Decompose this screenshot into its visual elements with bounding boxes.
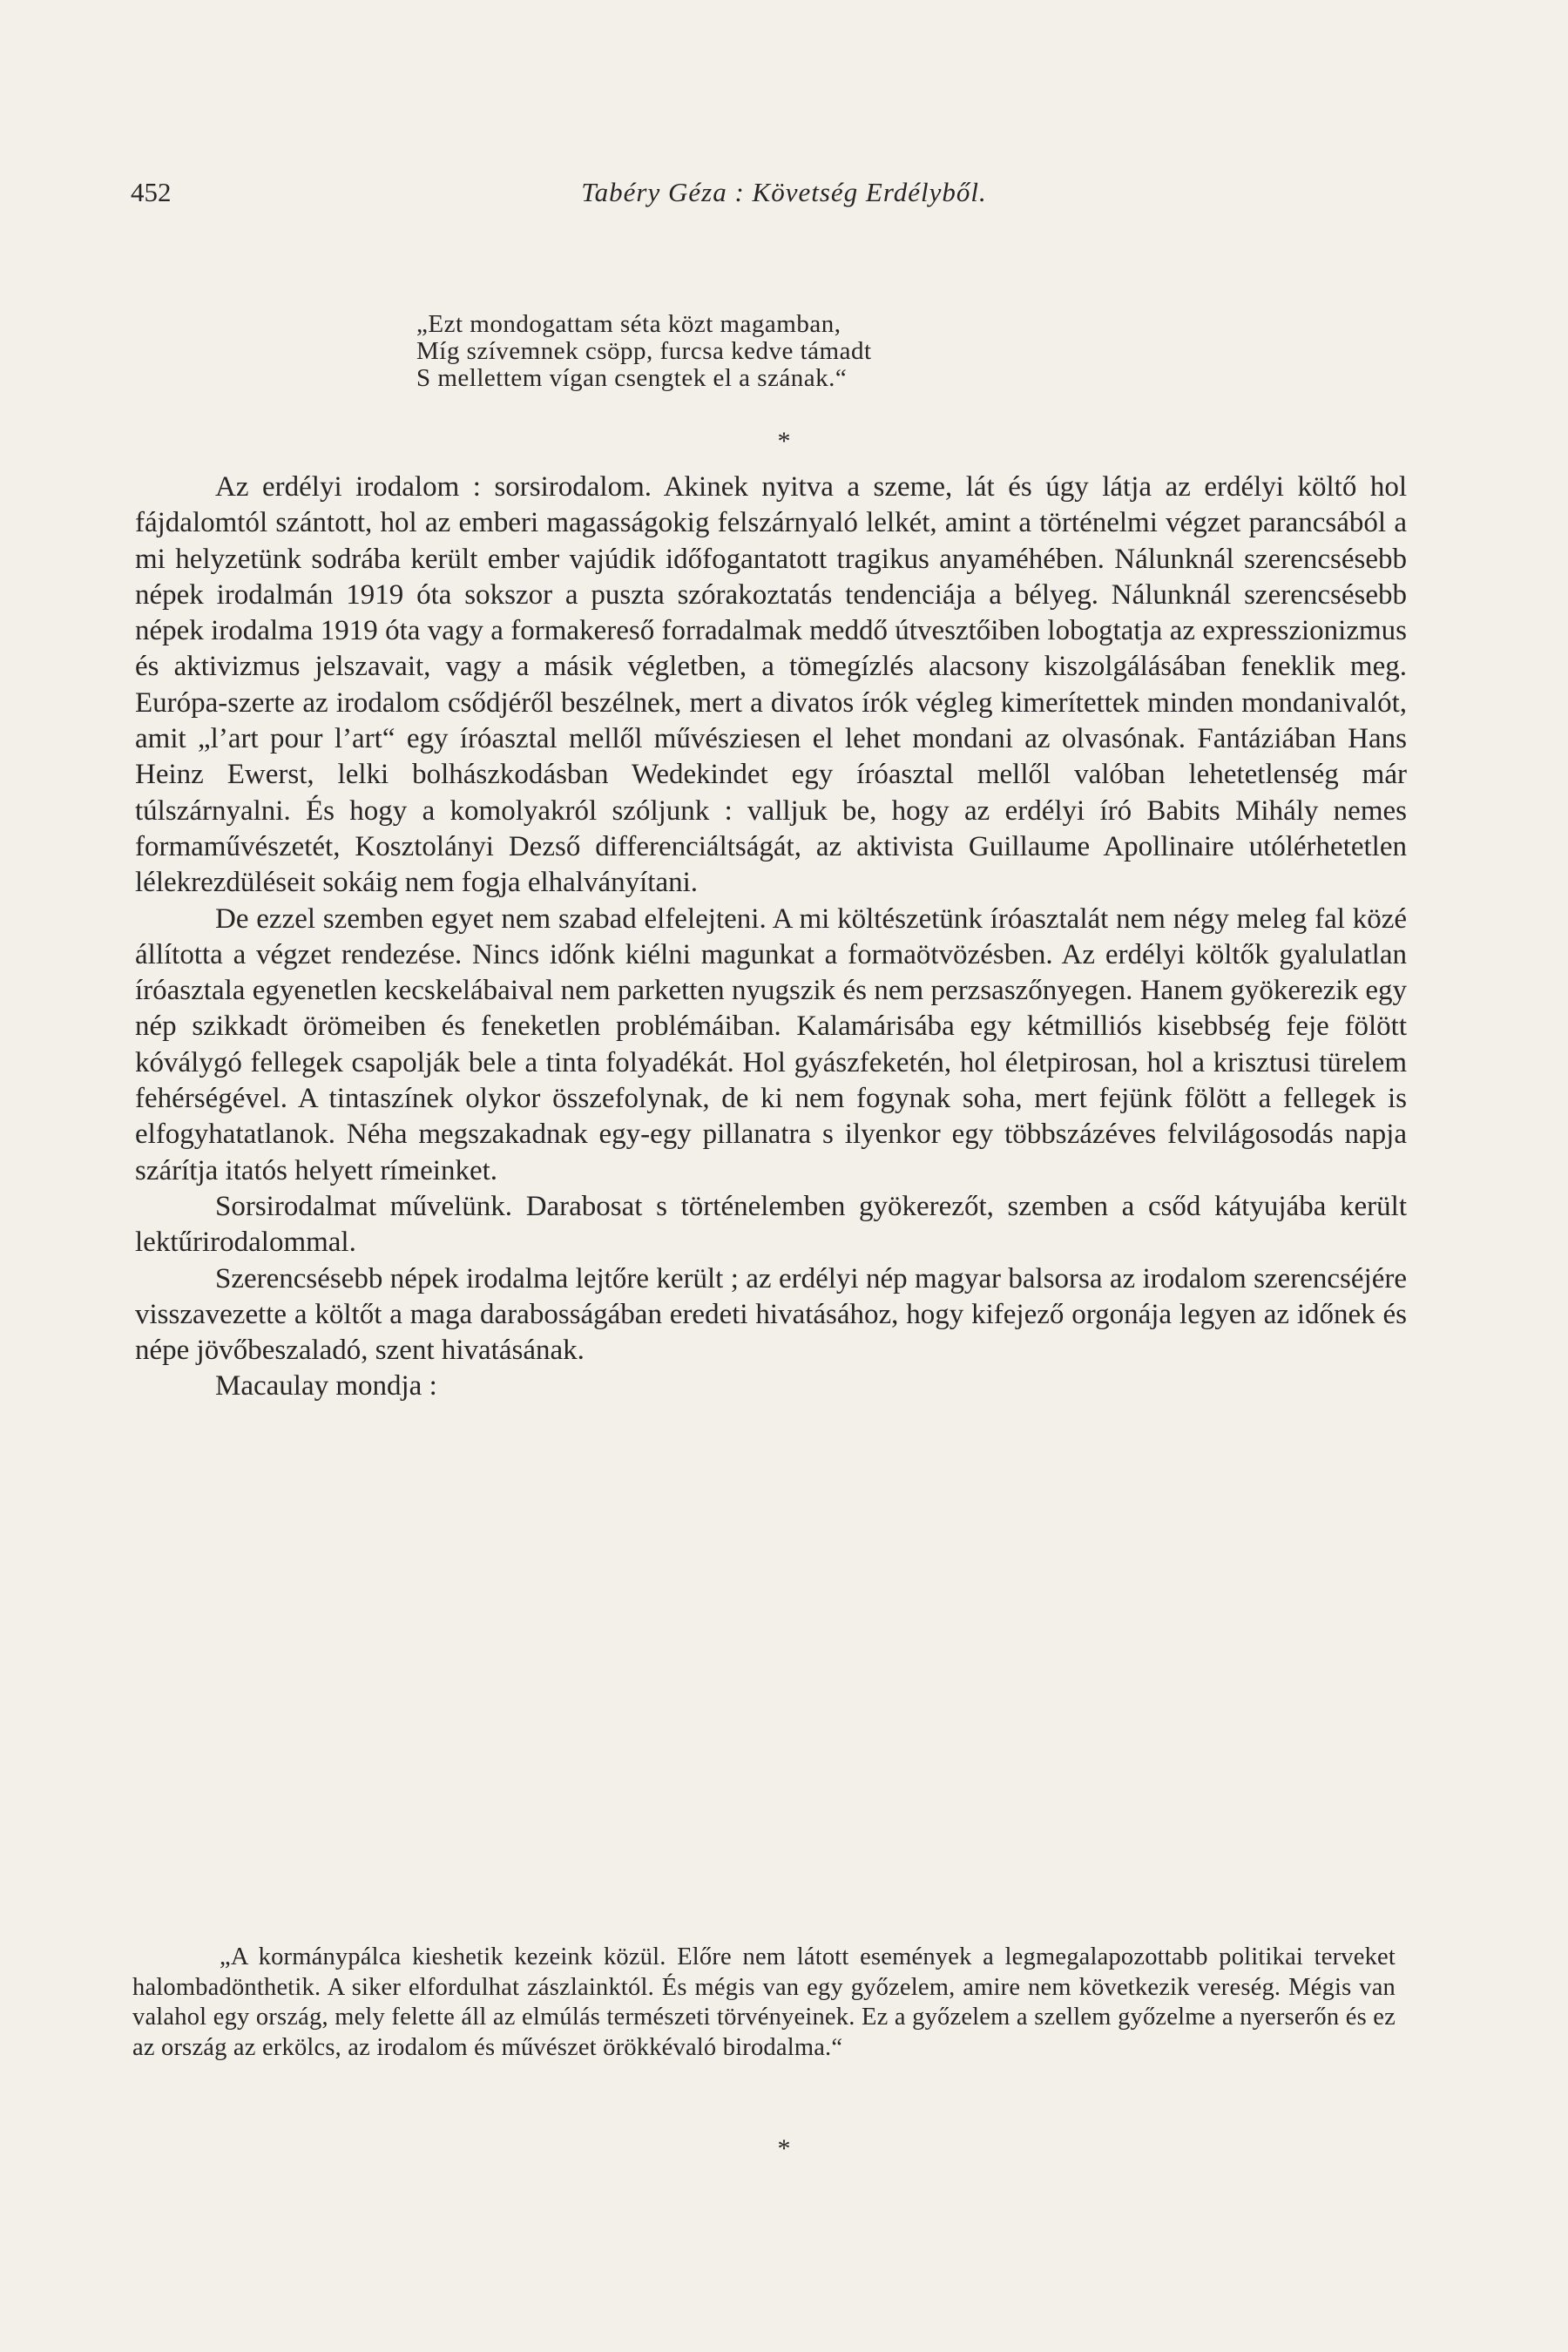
poem-line: „Ezt mondogattam séta közt magamban, (416, 310, 841, 338)
block-quote: „A kormánypálca kieshetik kezeink közül. Előre nem látott események a legmegalapozottabb politikai terveket halombadönthetik. A siker elfordulhat zászlainktól. És mégis van egy győzelem, amire nem következik vereség. Mégis van valahol egy ország, mely felette áll az elmúlás természeti törvényeinek. Ez a győzelem a szellem győzelme a nyerserőn és ez az ország az erkölcs, az irodalom és művészet örökkévaló birodalma.“ (132, 1943, 1396, 2061)
page-number: 452 (131, 177, 172, 207)
poem-line: Míg szívemnek csöpp, furcsa kedve támadt (416, 337, 872, 365)
poem-stanza (416, 311, 872, 392)
paragraph: Sorsirodalmat művelünk. Darabosat s történelemben gyökerezőt, szemben a csőd kátyujába került lektűrirodalommal. (135, 1190, 1407, 1259)
poem-line: S mellettem vígan csengtek el a szának.“ (416, 364, 848, 392)
section-separator: * (777, 427, 791, 456)
paragraph: Szerencsésebb népek irodalma lejtőre került ; az erdélyi nép magyar balsorsa az irodalom szerencséjére visszavezette a költőt a maga darabosságában eredeti hivatásához, hogy kifejező orgonája legyen az időnek és népe jövőbeszaladó, szent hivatásának. (135, 1262, 1407, 1367)
paragraph: Az erdélyi irodalom : sorsirodalom. Akinek nyitva a szeme, lát és úgy látja az erdélyi költő hol fájdalomtól szántott, hol az emberi magasságokig felszárnyaló lelkét, amint a történelmi végzet parancsából a mi helyzetünk sodrába került ember vajúdik időfogantatott tragikus anyaméhében. Nálunknál szerencsésebb népek irodalmán 1919 óta sokszor a puszta szórakoztatás tendenciája a bélyeg. Nálunknál szerencsésebb népek irodalma 1919 óta vagy a formakereső forradalmak meddő útvesztőiben lobogtatja az expresszionizmus és aktivizmus jelszavait, vagy a másik végletben, a tömegízlés alacsony kiszolgálásában feneklik meg. Európa-szerte az irodalom csődjéről beszélnek, mert a divatos írók végleg kimerítettek minden mondanivalót, amit „l’art pour l’art“ egy íróasztal mellől művésziesen el lehet mondani az olvasónak. Fantáziában Hans Heinz Ewerst, lelki bolhászkodásban Wedekindet egy íróasztal mellől valóban lehetetlenség már túlszárnyalni. És hogy a komolyakról szóljunk : valljuk be, hogy az erdélyi író Babits Mihály nemes formaművészetét, Kosztolányi Dezső differenciáltságát, az aktivista Guillaume Apollinaire utólérhetetlen lélekrezdüléseit sokáig nem fogja elhalványítani. (135, 471, 1407, 899)
section-separator: * (777, 2134, 791, 2163)
running-title: Tabéry Géza : Követség Erdélyből. (581, 177, 987, 207)
paragraph: De ezzel szemben egyet nem szabad elfelejteni. A mi költészetünk íróasztalát nem négy meleg fal közé állította a végzet rendezése. Nincs időnk kiélni magunkat a formaötvözésben. Az erdélyi költők gyalulatlan íróasztala egyenetlen kecskelábaival nem parketten nyugszik és nem perzsaszőnyegen. Hanem gyökerezik egy nép szikkadt örömeiben és feneketlen problémáiban. Kalamárisába egy kétmilliós kisebbség feje fölött kóválygó fellegek csapolják bele a tinta folyadékát. Hol gyászfeketén, hol életpirosan, hol a krisztusi türelem fehérségével. A tintaszínek olykor összefolynak, de ki nem fogynak soha, mert fejünk fölött a fellegek is elfogyhatatlanok. Néha megszakadnak egy-egy pillanatra s ilyenkor egy többszázéves felvilágosodás napja szárítja itatós helyett rímeinket. (135, 902, 1407, 1186)
body-text (135, 470, 1407, 1405)
paragraph: Macaulay mondja : (215, 1370, 437, 1402)
